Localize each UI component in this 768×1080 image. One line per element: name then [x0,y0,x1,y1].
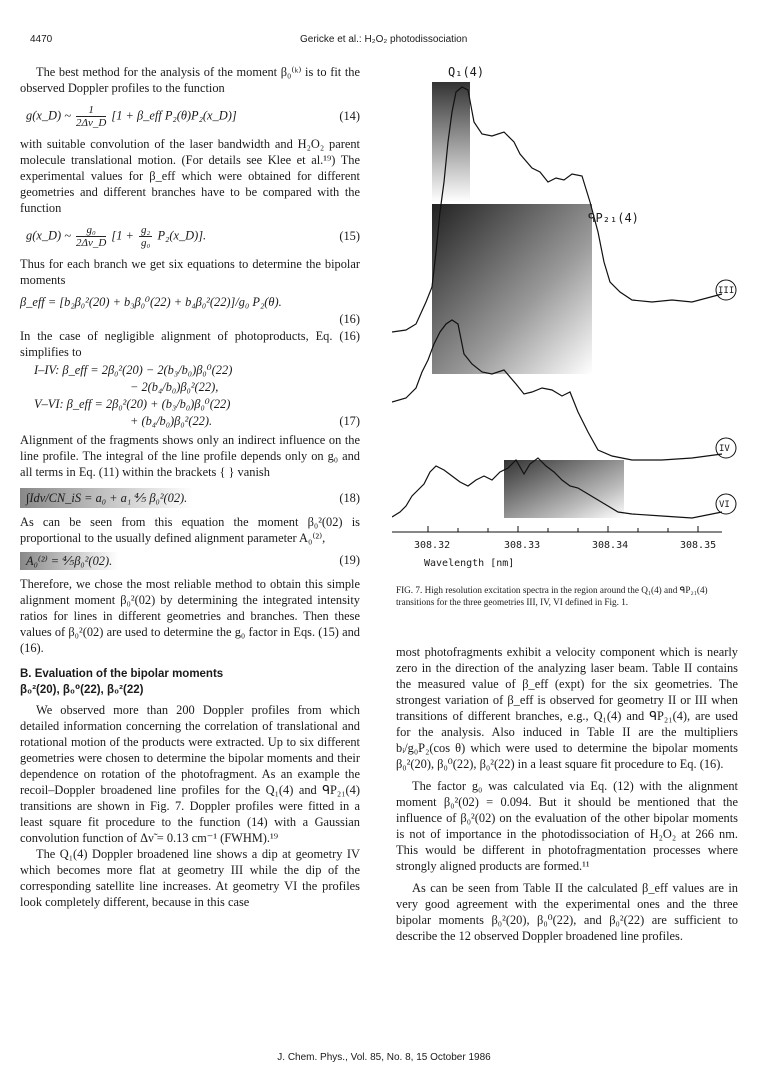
label-geometry-vi: VI [719,500,730,510]
equation-number: (15) [339,229,360,243]
equation-18: ∫Idν/CN_iS = a₀ + a₁ ⅘ β₀²(02). (18) [20,484,360,510]
equation-number: (14) [339,109,360,123]
equation-16: β_eff = [b₂β₀²(20) + b₃β₀⁰(22) + b₄β₀²(22)]/g₀ P₂(θ). (16) [20,295,360,326]
equation-19: A₀⁽²⁾ = ⅘β₀²(02). (19) [20,550,360,572]
paragraph: As can be seen from Table II the calculated β_eff values are in very good agreement with the experimental ones and the three bipolar moments β₀²(20), β₀⁰(22), and β₀²(22) are sufficient to describe the 12 observed Doppler broadened line profiles. [396,881,738,943]
section-heading: B. Evaluation of the bipolar moments [20,668,224,680]
figure-caption: FIG. 7. High resolution excitation spectra in the region around the Q₁(4) and ᑫP₂₁(4) transitions for the three geometries III, IV, VI defined in Fig. 1. [396,585,708,607]
spectra-plot [392,62,742,582]
shade-vi [504,460,624,518]
label-geometry-iii: III [718,286,735,296]
paragraph: As can be seen from this equation the moment β₀²(02) is proportional to the usually defined alignment parameter A₀⁽²⁾, [20,515,360,545]
tick-label: 308.32 [414,540,451,551]
equation-14 [20,100,360,132]
equation-17: I–IV: β_eff = 2β₀²(20) − 2(b₃/b₀)β₀⁰(22) − 2(b₄/b₀)β₀²(22), V–VI: β_eff = 2β₀²(20) + (b₃/b₀)β₀⁰(22) + (b₄/b₀)β₀²(22). (17) [34,363,360,428]
paragraph: Therefore, we chose the most reliable method to obtain this simple alignment moment β₀²(02) by determining the integrated intensity ratios for lines in different geometries and branches. Then these values of β₀²(02) are used to determine the g₀ factor in Eqs. (15) and (16). [20,577,360,655]
x-axis-label: Wavelength [nm] [424,558,515,569]
tick-label: 308.33 [504,540,541,551]
tick-label: 308.34 [592,540,629,551]
page-number: 4470 [30,34,53,45]
eq-lhs: g(x_D) ~ [26,108,71,123]
figure-7 [392,62,742,612]
paragraph: most photofragments exhibit a velocity component which is nearly zero in the direction of the analyzing laser beam. Table II contains the measured value of β_eff (expt) for the six geometries. The strongest variation of β_eff is observed for geometry II or III when transitions of different branches, e.g., Q₁(4) and ᑫP₂₁(4), are used for the analysis. Also induced in Table II are the multipliers bᵢ/g₀P₂(cos θ) which were used to determine the bipolar moments β₀²(20), β₀⁰(22), β₀²(22) in a least square fit procedure to Eq. (16). [396,645,738,771]
eq-rhs: [1 + β_eff P₂(θ)P₂(x_D)] [111,108,237,123]
paragraph: We observed more than 200 Doppler profiles from which detailed information concerning the correlation of translational and rotational motion of the products were extracted. Up to six different geometries were chosen to determine the bipolar moments and their dependence on rotation of the photofragment. As an example the recoil–Doppler broadened line profiles for the Q₁(4) and ᑫP₂₁(4) transitions are shown in Fig. 7. Doppler profiles were fitted in a least square fit procedure to the function (14) with a Gaussian convolution function of Δν̃ = 0.13 cm⁻¹ (FWHM).¹⁹ [20,703,360,845]
paragraph: with suitable convolution of the laser bandwidth and H₂O₂ parent molecule translational motion. (For details see Klee et al.¹⁹) The experimental values for β_eff which were obtained for different geometries and different branches have to be compared with the function [20,137,360,215]
shade-qp21 [432,204,592,374]
tick-label: 308.35 [680,540,717,551]
paragraph: Thus for each branch we get six equations to determine the bipolar moments [20,257,360,287]
label-geometry-iv: IV [719,444,730,454]
label-qp21: ᑫP₂₁(4) [588,211,639,225]
left-column [20,64,360,910]
paragraph: The Q₁(4) Doppler broadened line shows a dip at geometry IV which becomes more flat at geometry III while the dip of the corresponding satellite line increases. At geometry VI the profiles look completely different, because in this case [20,847,360,909]
paragraph: The factor g₀ was calculated via Eq. (12) with the alignment moment β₀²(02) = 0.094. But it should be mentioned that the influence of β₀²(02) on the evaluation of the other bipolar moments is not of importance in the photodissociation of H₂O₂ at 266 nm. This would be different in photofragmentation processes where strongly aligned products are formed.¹¹ [396,779,738,873]
paragraph: Alignment of the fragments shows only an indirect influence on the line profile. The integral of the line profile depends only on g₀ and all terms in Eq. (11) within the brackets { } vanish [20,433,360,479]
running-title: Gericke et al.: H₂O₂ photodissociation [300,34,468,45]
paragraph: The best method for the analysis of the moment β₀⁽ᵏ⁾ is to fit the observed Doppler profiles to the function [20,65,360,95]
shade-q1 [432,82,470,202]
eq-fraction: $\frac{1}{2\Delta\nu\_D}$ [76,104,107,129]
equation-15: g(x_D) ~ $\frac{\text{g₀}}{2\Delta\nu\_D}$ [1 + $\frac{\text{g₂}}{\text{g₀}}$ P₂(x_D)]. (15) [26,224,360,249]
section-subheading: β₀²(20), β₀⁰(22), β₀²(22) [20,684,144,696]
label-q1: Q₁(4) [448,65,485,79]
paragraph: In the case of negligible alignment of photoproducts, Eq. (16) simplifies to [20,329,360,359]
right-column [396,644,738,944]
journal-footer: J. Chem. Phys., Vol. 85, No. 8, 15 October 1986 [277,1052,491,1063]
